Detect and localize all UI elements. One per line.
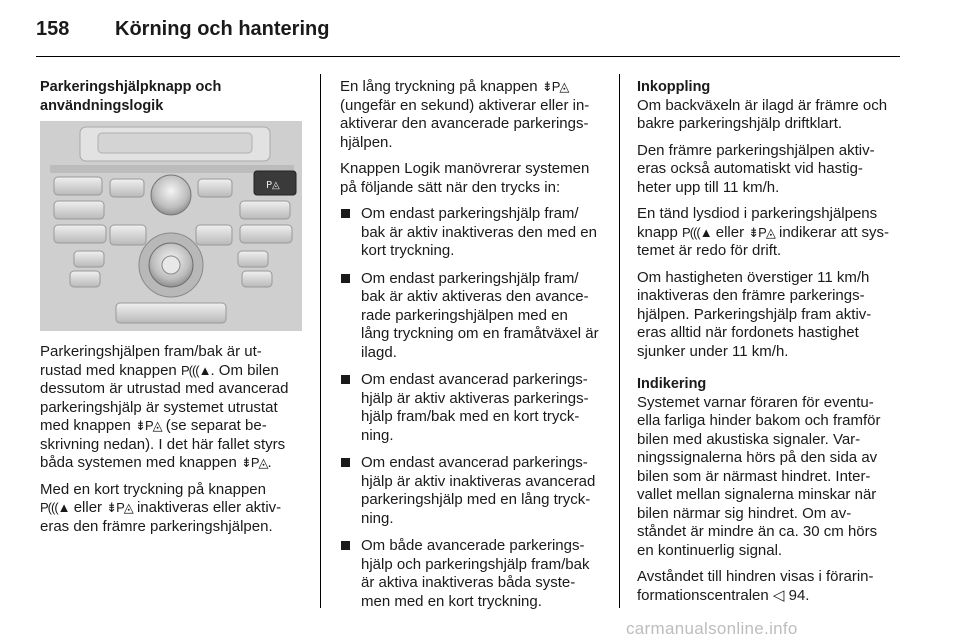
bullet-square-icon bbox=[341, 458, 350, 467]
paragraph: Den främre parkeringshjälpen aktiv- eras också automatiskt vid hastig- heter upp till 11 km/h. bbox=[637, 141, 875, 196]
advanced-park-icon: ⇟P◬ bbox=[106, 500, 133, 515]
park-assist-icon: P(((▲ bbox=[682, 224, 712, 240]
paragraph: Om hastigheten överstiger 11 km/h inaktiveras den främre parkerings- hjälpen. Parkeringshjälp fram aktiv- eras alltid när fordonets hastighet sjunker under 11 km/h. bbox=[637, 268, 872, 360]
column-2 bbox=[340, 78, 606, 620]
list-item: Om endast parkeringshjälp fram/ bak är aktiv inaktiveras den med en kort tryckning. bbox=[340, 205, 606, 261]
bullet-list bbox=[340, 205, 606, 611]
section-heading-indikering: Indikering bbox=[637, 376, 707, 392]
column-1 bbox=[40, 78, 306, 544]
advanced-park-icon: ⇟P◬ bbox=[541, 79, 569, 94]
chapter-title: Körning och hantering bbox=[115, 18, 330, 40]
paragraph: Parkeringshjälpen fram/bak är ut- rustad med knappen P(((▲. Om bilen dessutom är utrustad med avancerad parkeringshjälp är systemet utrustat med knappen ⇟P◬ (se separat be- skrivning nedan). I det här fallet styrs båda systemen med knappen ⇟P◬. bbox=[40, 343, 289, 471]
list-item: Om både avancerade parkerings- hjälp och parkeringshjälp fram/bak är aktiva inaktiveras båda syste- men med en kort tryckning. bbox=[340, 537, 606, 611]
paragraph: En lång tryckning på knappen ⇟P◬ (ungefär en sekund) aktiverar eller in- aktiverar den avancerade parkerings- hjälpen. bbox=[340, 78, 590, 151]
page-reference-link[interactable]: ◁ 94. bbox=[772, 586, 810, 604]
reference-arrow-icon: ◁ bbox=[772, 586, 785, 604]
paragraph: Knappen Logik manövrerar systemen på följande sätt när den trycks in: bbox=[340, 160, 590, 196]
page-number: 158 bbox=[36, 18, 70, 40]
advanced-park-icon: ⇟P◬ bbox=[135, 418, 162, 433]
bullet-square-icon bbox=[341, 209, 350, 218]
section-heading: Parkeringshjälpknapp och användningslogik bbox=[40, 79, 222, 114]
dashboard-photo bbox=[40, 121, 302, 331]
bullet-square-icon bbox=[341, 541, 350, 550]
section-heading-inkoppling: Inkoppling bbox=[637, 79, 711, 95]
park-button-label: P◬ bbox=[266, 180, 280, 191]
list-item: Om endast avancerad parkerings- hjälp är aktiv aktiveras parkerings- hjälp fram/bak med en kort tryck- ning. bbox=[340, 371, 606, 445]
advanced-park-icon: ⇟P◬ bbox=[748, 224, 775, 240]
park-assist-icon: P(((▲ bbox=[40, 500, 70, 515]
page-header bbox=[36, 18, 904, 52]
column-divider-1 bbox=[320, 74, 321, 608]
bullet-square-icon bbox=[341, 375, 350, 384]
header-rule bbox=[36, 56, 900, 57]
column-3 bbox=[637, 78, 905, 613]
bullet-square-icon bbox=[341, 274, 350, 283]
paragraph: Avståndet till hindren visas i förarin- formationscentralen ◁ 94. bbox=[637, 568, 874, 604]
watermark: carmanualsonline.info bbox=[626, 619, 798, 638]
park-assist-icon: P(((▲ bbox=[180, 362, 211, 378]
list-item: Om endast parkeringshjälp fram/ bak är aktiv aktiveras den avance- rade parkeringshjälpen med en lång tryckning om en framåtväxel är ilagd. bbox=[340, 270, 606, 363]
column-divider-2 bbox=[619, 74, 620, 608]
paragraph: Om backväxeln är ilagd är främre och bakre parkeringshjälp driftklart. bbox=[637, 96, 888, 132]
advanced-park-icon: ⇟P◬ bbox=[240, 455, 268, 470]
paragraph: En tänd lysdiod i parkeringshjälpens knapp P(((▲ eller ⇟P◬ indikerar att sys- temet är redo för drift. bbox=[637, 205, 890, 259]
center-console-illustration bbox=[40, 121, 302, 331]
list-item: Om endast avancerad parkerings- hjälp är aktiv inaktiveras avancerad parkeringshjälp med en lång tryck- ning. bbox=[340, 454, 606, 528]
paragraph: Systemet varnar föraren för eventu- ella farliga hinder bakom och framför bilen med akustiska signaler. Var- ningssignalerna hörs på den sida av bilen som är närmast hindret. Inter- vallet mellan signalerna minskar när bilen närmar sig hindret. Om av- ståndet är mindre än ca. 30 cm hörs en kontinuerlig signal. bbox=[637, 393, 881, 559]
paragraph: Med en kort tryckning på knappen P(((▲ eller ⇟P◬ inaktiveras eller aktiv- eras den främre parkeringshjälpen. bbox=[40, 480, 282, 535]
